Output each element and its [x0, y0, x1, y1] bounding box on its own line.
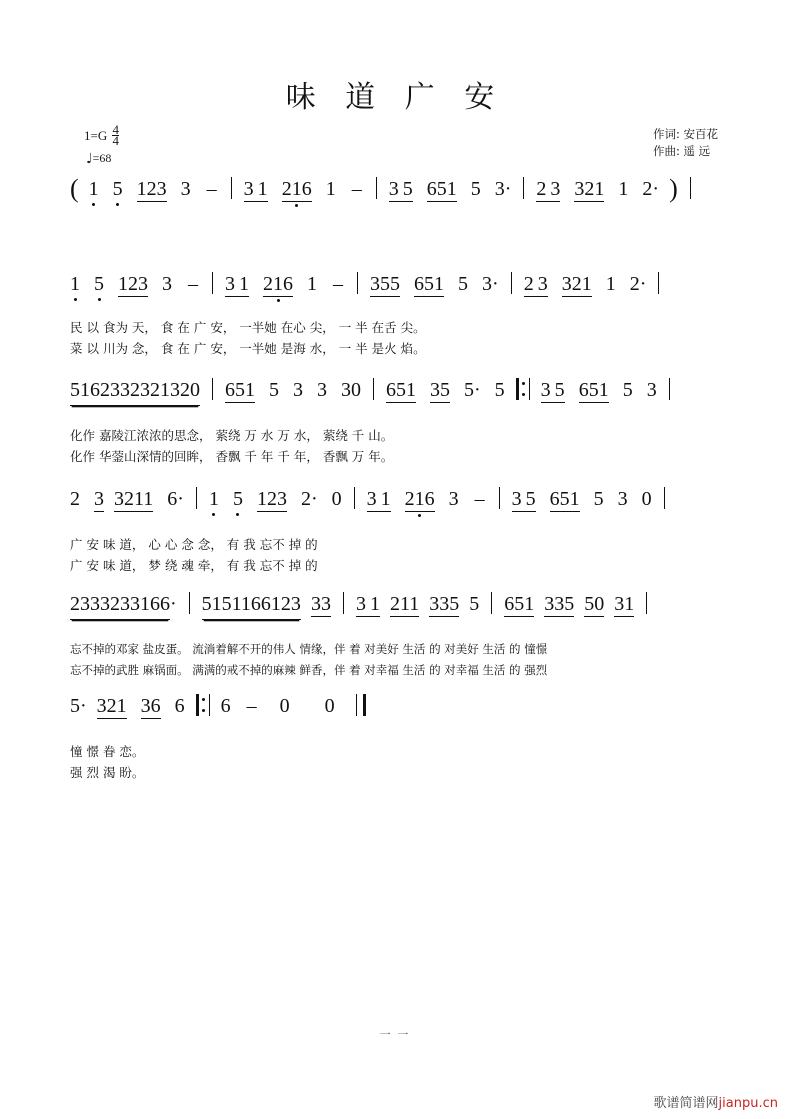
beamed-group: 36 [140, 695, 161, 717]
note: 5 [112, 178, 123, 200]
lyric-line-verse1: 忘不掉的邓家 盐皮蛋。 流淌着解不开的伟人 情缘，伴 着 对美好 生活 的 对美好 生活 的 憧憬 [70, 642, 548, 656]
note-extension: – [333, 273, 344, 295]
lyric-line-verse1: 广 安 味 道， 心 心 念 念， 有 我 忘不 掉 的 [70, 537, 318, 552]
beamed-group: 335 [544, 593, 575, 615]
beamed-group: 3 5 [511, 488, 536, 510]
beamed-group: 651 [414, 273, 445, 295]
composer: 作曲: 遥 远 [652, 144, 711, 158]
barline [511, 272, 512, 294]
barline [499, 487, 500, 509]
beamed-group: 2 3 [536, 178, 561, 200]
beamed-group: 3 1 [243, 178, 268, 200]
barline [189, 592, 190, 614]
barline [357, 272, 358, 294]
beamed-group: 211 [389, 593, 420, 615]
note: 5· [464, 379, 481, 401]
barline [354, 487, 355, 509]
lyric-line-verse2: 广 安 味 道， 梦 绕 魂 牵， 有 我 忘不 掉 的 [70, 558, 318, 573]
barline [669, 378, 670, 400]
note: 2 [70, 488, 80, 510]
note-extension: – [206, 178, 217, 200]
beamed-group: 651 [386, 379, 416, 401]
meter-denominator: 4 [112, 133, 119, 148]
note: 1 [208, 488, 219, 510]
note: 0 [331, 488, 342, 510]
beamed-group: 216 [263, 273, 294, 295]
note: 2· [642, 178, 660, 200]
barline [376, 177, 377, 199]
beamed-group: 3 1 [366, 488, 391, 510]
music-system-intro [0, 172, 790, 206]
note-extension: – [474, 488, 485, 510]
note: 0 [641, 488, 652, 510]
lyricist: 作词: 安百花 [652, 127, 718, 141]
note: 3 [180, 178, 191, 200]
barline [664, 487, 665, 509]
note: 1 [605, 273, 616, 295]
note: 5 [469, 593, 480, 615]
beamed-group: 216 [404, 488, 435, 510]
beamed-group: 3 [94, 488, 104, 510]
credits [653, 126, 718, 160]
barline [690, 177, 691, 199]
repeat-barline [196, 694, 210, 716]
repeat-barline [516, 378, 530, 400]
note: 3 [448, 488, 459, 510]
music-system-1 [0, 272, 790, 356]
page-title: 味 道 广 安 [285, 80, 505, 115]
note: 5· [70, 695, 87, 717]
barline [231, 177, 232, 199]
music-system-5 [0, 694, 790, 780]
page-number: 一 一 [379, 1029, 411, 1041]
barline [212, 378, 213, 400]
note: 0 [279, 695, 290, 717]
beamed-group: 3 1 [355, 593, 380, 615]
watermark [654, 1092, 778, 1111]
note: 5 [458, 273, 469, 295]
note-extension: – [246, 695, 257, 717]
note: 3· [494, 178, 512, 200]
note: 5 [622, 379, 633, 401]
beamed-group: 35 [430, 379, 450, 401]
beamed-group: 321 [96, 695, 127, 717]
note-extension: – [188, 273, 198, 295]
beamed-group: 2 3 [523, 273, 548, 295]
beamed-group: 651 [549, 488, 580, 510]
close-paren: ) [669, 174, 678, 203]
lyric-line-verse2: 化作 华蓥山深情的回眸， 香飘 千 年 千 年， 香飘 万 年。 [70, 449, 394, 464]
beamed-group: 321 [574, 178, 605, 200]
music-system-3 [0, 487, 790, 573]
beamed-group: 123 [256, 488, 287, 510]
beamed-group: 31 [614, 593, 635, 615]
lyric-line-verse1: 化作 嘉陵江浓浓的思念， 萦绕 万 水 万 水， 萦绕 千 山。 [70, 428, 394, 443]
note: 6· [167, 488, 184, 510]
beamed-group: 651 [225, 379, 255, 401]
lyric-line-verse2: 强 烈 渴 盼。 [70, 765, 145, 780]
barline [646, 592, 647, 614]
notation-row [0, 487, 790, 521]
key-signature: 1=G [84, 128, 108, 143]
barline [196, 487, 197, 509]
key-and-meter [84, 122, 119, 149]
beamed-group: 321 [561, 273, 592, 295]
beamed-group: 3211 [114, 488, 154, 510]
beamed-group: 123 [118, 273, 148, 295]
barline [658, 272, 659, 294]
final-barline [356, 694, 366, 716]
note: 5 [94, 273, 104, 295]
lyric-line-verse2: 忘不掉的武胜 麻锅面。 满满的戒不掉的麻辣 鲜香，伴 着 对幸福 生活 的 对幸福 生活 的 强烈 [70, 663, 548, 677]
music-system-4 [0, 592, 790, 677]
note: 2· [629, 273, 647, 295]
beamed-group: 651 [426, 178, 457, 200]
note: 5 [470, 178, 481, 200]
barline [491, 592, 492, 614]
lyric-line-verse1: 憧 憬 眷 恋。 [70, 744, 145, 759]
time-signature [112, 122, 119, 148]
note: 5 [593, 488, 604, 510]
note: 1 [307, 273, 318, 295]
note: 6 [220, 695, 231, 717]
tempo-marking [86, 150, 111, 166]
note: 6 [174, 695, 185, 717]
note: 5 [269, 379, 279, 401]
note: 2· [300, 488, 318, 510]
note-extension: – [351, 178, 362, 200]
note: 3 [617, 488, 628, 510]
beamed-group: 3 1 [225, 273, 250, 295]
note: 3 [293, 379, 303, 401]
music-system-2 [0, 378, 790, 464]
note: 3 [646, 379, 657, 401]
barline [373, 378, 374, 400]
lyric-line-verse1: 民 以 食为 天， 食 在 广 安， 一半她 在心 尖， 一 半 在舌 尖。 [70, 320, 426, 335]
notation-row [0, 694, 790, 728]
beamed-group: 3 5 [388, 178, 413, 200]
quarter-note-icon: ♩ [86, 151, 93, 167]
note: 1 [325, 178, 336, 200]
beamed-group: 123 [136, 178, 167, 200]
beamed-group: 335 [429, 593, 460, 615]
note: 3· [482, 273, 499, 295]
notation-row [0, 272, 790, 306]
note: 5 [232, 488, 243, 510]
note: 5 [494, 379, 505, 401]
barline [212, 272, 213, 294]
lyric-line-verse2: 菜 以 川为 念， 食 在 广 安， 一半她 是海 水， 一 半 是火 焰。 [70, 341, 426, 356]
beamed-group: 216 [281, 178, 312, 200]
note: 1 [618, 178, 629, 200]
notation-row [0, 592, 790, 626]
beamed-group: 5162332321320 [70, 379, 200, 406]
beamed-group: 50 [584, 593, 605, 615]
note: 3 [162, 273, 172, 295]
beamed-group: 33 [310, 593, 331, 615]
notation-row [0, 378, 790, 412]
watermark-site: jianpu.cn [718, 1096, 778, 1111]
beamed-group: 651 [578, 379, 609, 401]
barline [343, 592, 344, 614]
meter-numerator: 4 [112, 122, 119, 137]
beamed-group: 3 5 [540, 379, 565, 401]
beamed-group: 651 [504, 593, 535, 615]
tempo-value: =68 [92, 151, 112, 165]
notation-row [0, 172, 790, 206]
beamed-group: 5151166123 [202, 593, 301, 620]
note: 1 [88, 178, 99, 200]
note: 3 [317, 379, 327, 401]
watermark-text: 歌谱简谱网 [653, 1096, 719, 1111]
note: 30 [341, 379, 361, 401]
note: 0 [324, 695, 335, 717]
beamed-group: 355 [370, 273, 401, 295]
beamed-group: 2333233166 [70, 593, 170, 620]
note: 1 [70, 273, 80, 295]
open-paren: ( [70, 174, 79, 203]
barline [523, 177, 524, 199]
note-dot: · [170, 593, 177, 615]
